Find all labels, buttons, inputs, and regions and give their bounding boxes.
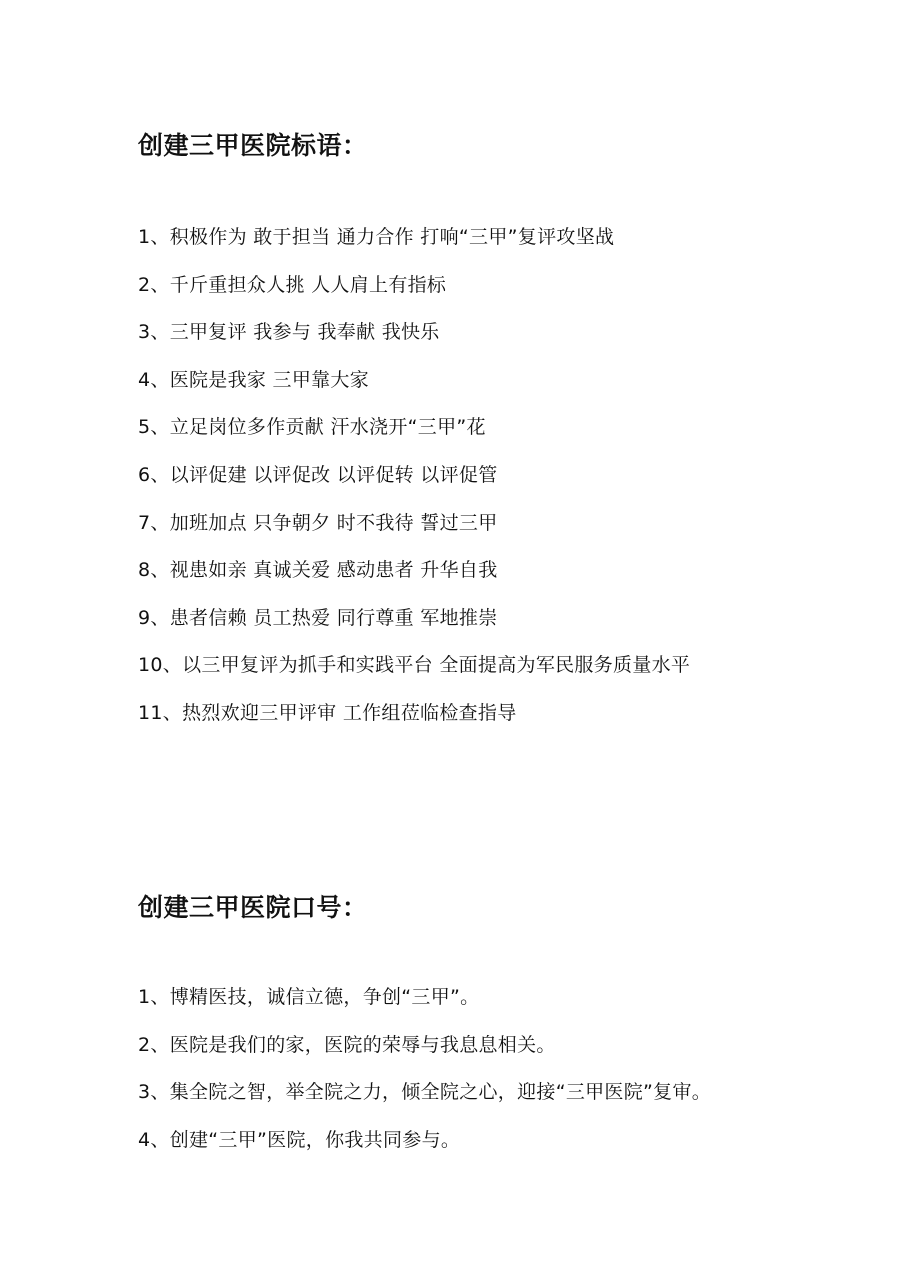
slogan-item-7: 7、加班加点 只争朝夕 时不我待 誓过三甲	[138, 511, 498, 534]
slogans-heading: 创建三甲医院标语：	[138, 131, 368, 160]
chant-item-2: 2、医院是我们的家，医院的荣辱与我息息相关。	[138, 1033, 556, 1056]
slogan-item-1: 1、积极作为 敢于担当 通力合作 打响“三甲”复评攻坚战	[138, 226, 615, 248]
slogan-item-3: 3、三甲复评 我参与 我奉献 我快乐	[138, 321, 440, 344]
slogan-item-2: 2、千斤重担众人挑 人人肩上有指标	[138, 273, 447, 296]
slogans-section	[138, 128, 858, 748]
slogan-item-10: 10、以三甲复评为抓手和实践平台 全面提高为军民服务质量水平	[138, 654, 691, 677]
slogan-item-9: 9、患者信赖 员工热爱 同行尊重 军地推崇	[138, 606, 498, 629]
chant-item-1: 1、博精医技，诚信立德，争创“三甲”。	[138, 986, 480, 1008]
slogans-list	[138, 224, 858, 726]
slogan-item-5: 5、立足岗位多作贡献 汗水浇开“三甲”花	[138, 416, 486, 439]
chant-item-4: 4、创建“三甲”医院，你我共同参与。	[138, 1128, 461, 1151]
chants-heading: 创建三甲医院口号：	[138, 893, 368, 922]
slogan-item-4: 4、医院是我家 三甲靠大家	[138, 368, 370, 391]
chants-section	[138, 890, 858, 1174]
slogan-item-8: 8、视患如亲 真诚关爱 感动患者 升华自我	[138, 559, 498, 582]
slogan-item-11: 11、热烈欢迎三甲评审 工作组莅临检查指导	[138, 701, 517, 724]
chants-list	[138, 984, 858, 1153]
chant-item-3: 3、集全院之智，举全院之力，倾全院之心，迎接“三甲医院”复审。	[138, 1081, 712, 1103]
slogan-item-6: 6、以评促建 以评促改 以评促转 以评促管	[138, 463, 498, 486]
